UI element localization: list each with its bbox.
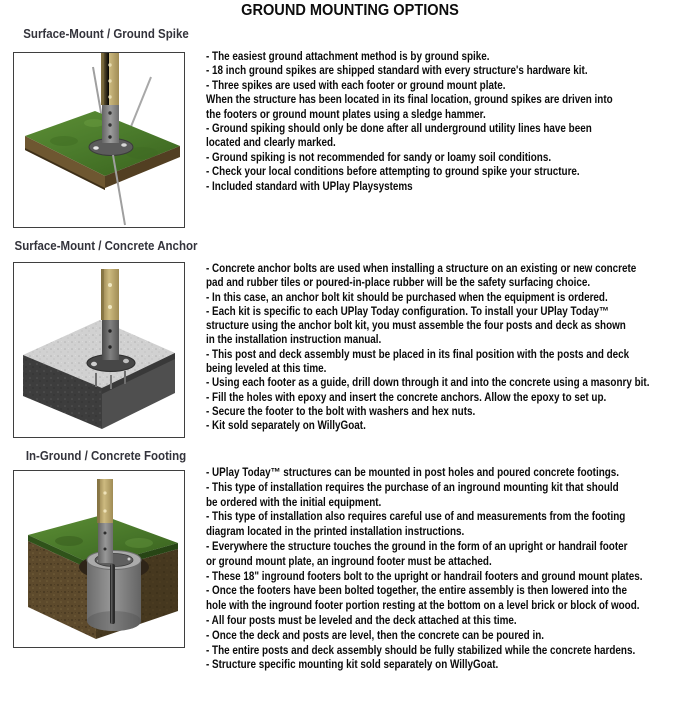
bullet-line: - Check your local conditions before attempting to ground spike your structure. bbox=[206, 166, 580, 179]
bullet-line: When the structure has been located in its final location, ground spikes are driven into bbox=[206, 94, 613, 107]
bullet-line: - The easiest ground attachment method is by ground spike. bbox=[206, 51, 490, 63]
anchor-rod bbox=[110, 564, 115, 624]
bullet-line: pad and rubber tiles or poured-in-place rubber will be the safety surfacing choice. bbox=[206, 277, 591, 290]
bullet-line: - Using each footer as a guide, drill down through it and into the concrete using a masonry bit. bbox=[206, 377, 650, 390]
ground-spike-figure bbox=[13, 52, 185, 228]
bullet-line: - UPlay Today™ structures can be mounted in post holes and poured concrete footings. bbox=[206, 467, 620, 479]
bullet-line: - Each kit is specific to each UPlay Today configuration. To install your UPlay Today™ bbox=[206, 305, 609, 318]
bullet-line: - These 18" inground footers bolt to the upright or handrail footers and ground mount plates. bbox=[206, 570, 643, 583]
ground-spike-illustration bbox=[14, 53, 184, 227]
bullet-line: - Three spikes are used with each footer or ground mount plate. bbox=[206, 79, 506, 92]
bullet-line: - This type of installation requires the purchase of an inground mounting kit that should bbox=[206, 481, 619, 494]
ground-spike-notes bbox=[206, 50, 696, 194]
section-heading-ground-spike: Surface-Mount / Ground Spike bbox=[23, 27, 189, 41]
bullet-line: be ordered with the initial equipment. bbox=[206, 496, 382, 509]
concrete-slab bbox=[23, 320, 175, 429]
concrete-footing-figure bbox=[13, 470, 185, 648]
bullet-line: hole with the inground footer portion resting at the bottom on a level brick or block of wood. bbox=[206, 600, 640, 613]
post bbox=[97, 479, 113, 563]
bullet-line: being leveled at this time. bbox=[206, 363, 327, 376]
page-title: GROUND MOUNTING OPTIONS bbox=[241, 2, 459, 19]
bullet-line: - This type of installation also requires careful use of and measurements from the footing bbox=[206, 511, 626, 524]
plate-hole bbox=[93, 146, 99, 150]
bullet-line: - Structure specific mounting kit sold separately on WillyGoat. bbox=[206, 659, 499, 672]
post bbox=[101, 269, 119, 360]
bullet-line: - The entire posts and deck assembly should be fully stabilized while the concrete hardens. bbox=[206, 644, 636, 657]
bullet-line: - Once the deck and posts are level, then the concrete can be poured in. bbox=[206, 629, 545, 642]
bullet-line: - All four posts must be leveled and the deck attached at this time. bbox=[206, 614, 517, 627]
plate-hole bbox=[121, 143, 127, 147]
bullet-line: the footers or ground mount plates using a sledge hammer. bbox=[206, 108, 486, 121]
concrete-anchor-illustration bbox=[14, 263, 184, 437]
bullet-line: - Everywhere the structure touches the ground in the form of an upright or handrail footer bbox=[206, 540, 628, 553]
bullet-line: - Kit sold separately on WillyGoat. bbox=[206, 420, 366, 433]
plate-hole bbox=[128, 558, 131, 561]
plate-hole bbox=[123, 359, 129, 363]
concrete-footing-notes bbox=[206, 466, 696, 673]
bullet-line: or ground mount plate, an inground footer must be attached. bbox=[206, 555, 492, 568]
bullet-line: - Fill the holes with epoxy and insert the concrete anchors. Allow the epoxy to set up. bbox=[206, 391, 607, 404]
bullet-line: in the installation instruction manual. bbox=[206, 334, 382, 347]
plate-hole bbox=[91, 362, 97, 366]
section-heading-concrete-footing: In-Ground / Concrete Footing bbox=[25, 449, 187, 463]
bullet-line: - Ground spiking is not recommended for sandy or loamy soil conditions. bbox=[206, 151, 552, 164]
bullet-line: structure using the anchor bolt kit, you must assemble the four posts and deck as shown bbox=[206, 320, 626, 333]
bullet-line: - This post and deck assembly must be placed in its final position with the posts and deck bbox=[206, 348, 630, 361]
bullet-line: - Secure the footer to the bolt with washers and hex nuts. bbox=[206, 405, 476, 418]
concrete-anchor-figure bbox=[13, 262, 185, 438]
bullet-line: - Ground spiking should only be done after all underground utility lines have been bbox=[206, 123, 592, 136]
bullet-line: - In this case, an anchor bolt kit should be purchased when the equipment is ordered. bbox=[206, 291, 608, 304]
section-heading-concrete-anchor: Surface-Mount / Concrete Anchor bbox=[14, 239, 198, 253]
bullet-line: - Once the footers have been bolted together, the entire assembly is then lowered into the bbox=[206, 585, 627, 598]
concrete-anchor-notes bbox=[206, 262, 696, 434]
bullet-line: - 18 inch ground spikes are shipped standard with every structure's hardware kit. bbox=[206, 65, 588, 78]
bullet-line: diagram located in the printed installation instructions. bbox=[206, 526, 465, 539]
concrete-footing-illustration bbox=[14, 471, 184, 647]
bullet-line: - Included standard with UPlay Playsystems bbox=[206, 180, 413, 193]
bullet-line: - Concrete anchor bolts are used when installing a structure on an existing or new concrete bbox=[206, 263, 637, 275]
bullet-line: located and clearly marked. bbox=[206, 137, 336, 150]
post bbox=[101, 53, 119, 143]
